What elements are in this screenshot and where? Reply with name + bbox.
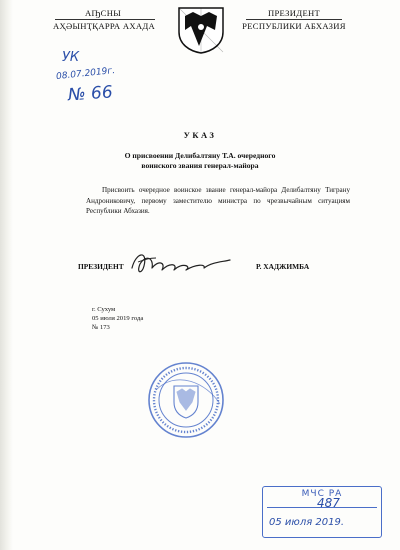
document-number: № 173 <box>92 324 110 331</box>
handwritten-note-line3: № 66 <box>67 82 114 106</box>
abkhazia-coat-of-arms-icon <box>171 6 231 54</box>
document-body: Присвоить очередное воинское звание генерал-майора Делибалтяну Тиграну Андрониковичу, первому заместителю министра по чрезвычайным ситуациям Республики Абхазия. <box>86 186 350 215</box>
handwritten-note-line2: 08.07.2019г. <box>55 65 116 83</box>
registration-stamp <box>262 486 382 538</box>
header-right-line2: РЕСПУБЛИКИ АБХАЗИЯ <box>242 21 346 31</box>
president-signature <box>126 248 238 280</box>
document-title: УКАЗ <box>183 130 217 140</box>
registration-stamp-date: 05 июля 2019. <box>269 517 345 528</box>
header-left-line1: АҦСНЫ <box>84 8 121 18</box>
place: г. Сухум <box>92 306 116 313</box>
official-seal-stamp <box>146 360 226 440</box>
document-subtitle-line2: воинского звания генерал-майора <box>141 161 259 170</box>
header-left-line2: АҲӘЫНҬҚАРРА АХАДА <box>52 21 156 31</box>
registration-stamp-number: 487 <box>317 496 340 510</box>
registration-stamp-org: МЧС РА <box>301 489 343 499</box>
scan-edge-shadow <box>0 0 13 550</box>
signature-label-name: Р. ХАДЖИМБА <box>256 262 310 271</box>
handwritten-note-line1: УК <box>62 50 80 65</box>
header-right-divider <box>246 19 342 20</box>
signature-label-president: ПРЕЗИДЕНТ <box>78 262 124 271</box>
header-right-line1: ПРЕЗИДЕНТ <box>267 8 321 18</box>
document-subtitle-line1: О присвоении Делибалтяну Т.А. очередного <box>124 151 276 160</box>
date: 05 июля 2019 года <box>92 315 144 322</box>
header-left-divider <box>55 19 155 20</box>
